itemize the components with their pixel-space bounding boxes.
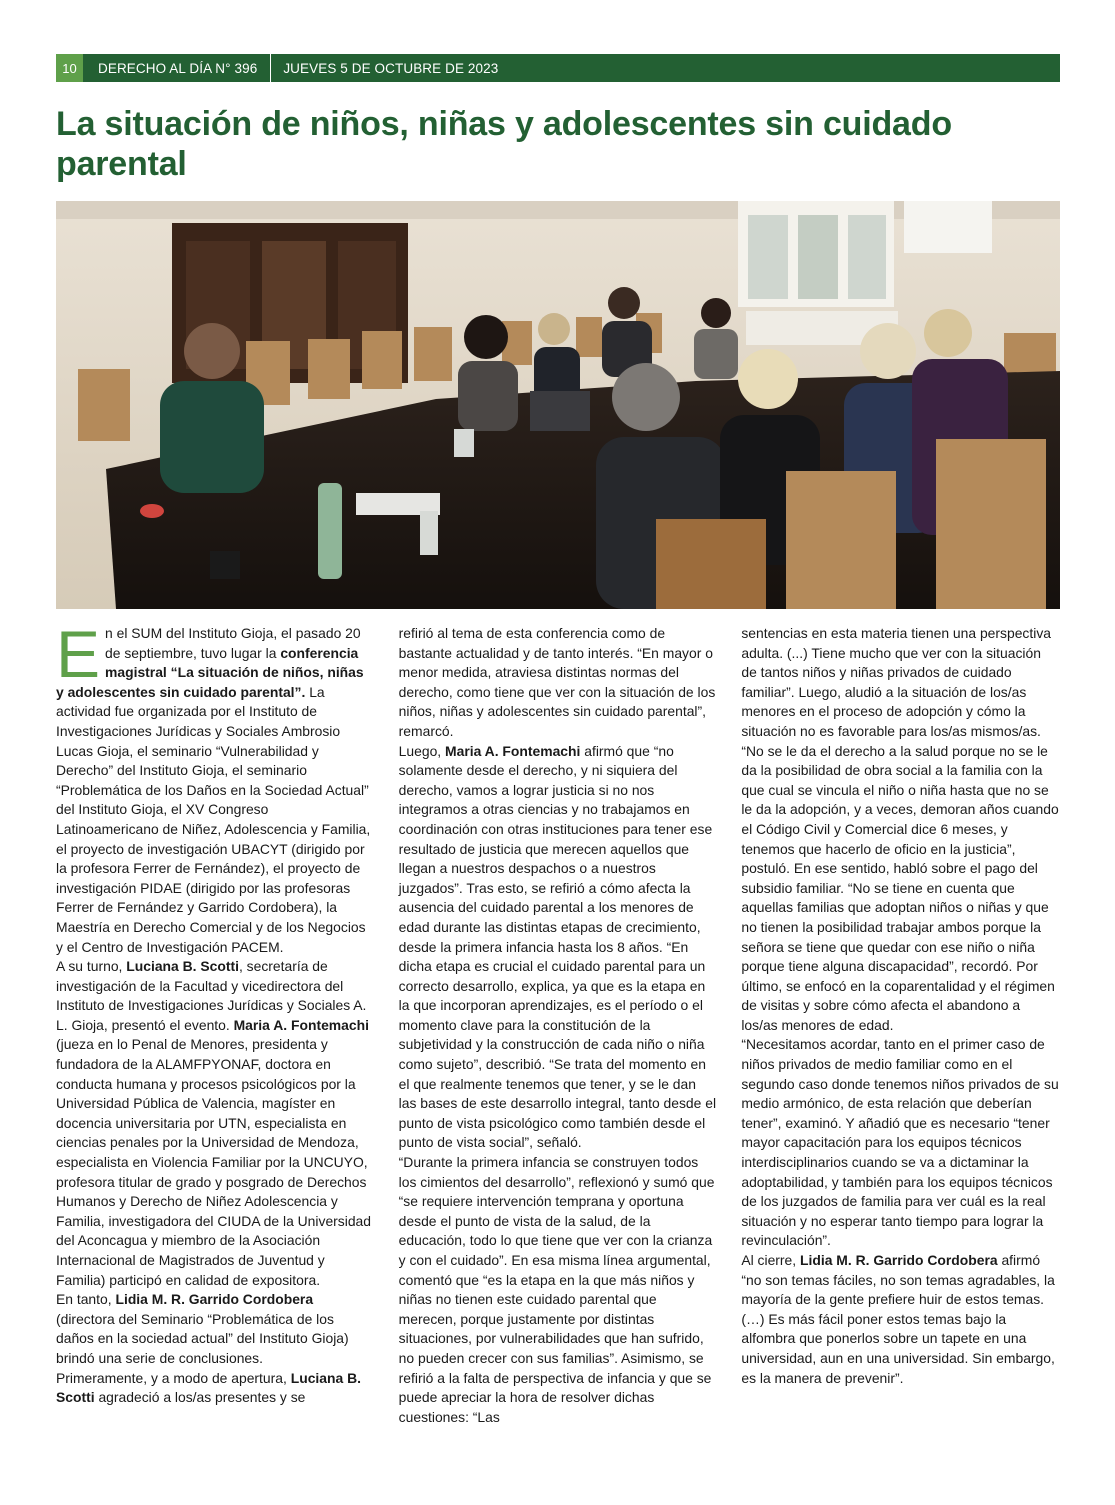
paragraph <box>56 1290 375 1368</box>
text-run: , secretaría de investigación de la Facultad y vicedirectora del Instituto de Investigaciones Jurídicas y Sociales A. L. Gioja, presentó el evento. <box>56 958 367 1033</box>
text-run: (jueza en lo Penal de Menores, presidenta y fundadora de la ALAMFPYONAF, doctora en conducta humana y procesos psicológicos por la Universidad Pública de Valencia, magíster en docencia universitaria por UTN, especialista en ciencias penales por la Universidad de Mendoza, especialista en Violencia Familiar por la UNCUYO, profesora titular de grado y posgrado de Derechos Humanos y Derecho de Niñez Adolescencia y Familia, investigadora del CIUDA de la Universidad del Aconcagua y miembro de la Asociación Internacional de Magistrados de Juventud y Familia) participó en calidad de expositora. <box>56 1036 372 1288</box>
paragraph <box>741 624 1060 1035</box>
bold-text: Maria A. Fontemachi <box>233 1016 369 1033</box>
paragraph <box>56 1369 375 1408</box>
text-run: (directora del Seminario “Problemática de los daños en la sociedad actual” del Instituto Gioja) brindó una serie de conclusiones. <box>56 1310 349 1366</box>
text-column-1 <box>56 617 375 1460</box>
text-run: “Durante la primera infancia se construyen todos los cimientos del desarrollo”, reflexionó y sumó que “se requiere intervención temprana y oportuna desde el punto de vista de la salud, de la educación, todo lo que tiene que ver con la crianza y con el cuidado”. En esa misma línea argumental, comentó que “es la etapa en la que más niños y niñas no tienen este cuidado parental que merecen, porque justamente por distintas situaciones, por vulnerabilidades que han sufrido, no pueden crecer con sus familias”. Asimismo, se refirió a la falta de perspectiva de infancia y que se puede apreciar la hora de resolver dichas cuestiones: “Las <box>398 1154 715 1425</box>
text-column-3 <box>741 624 1060 1460</box>
text-run: Al cierre, <box>741 1252 801 1268</box>
text-run: Primeramente, y a modo de apertura, <box>56 1369 291 1386</box>
text-run: afirmó “no son temas fáciles, no son temas agradables, la mayoría de la gente prefiere huir de estos temas. (…) Es más fácil poner estos temas bajo la alfombra que ponerlos sobre un tapete en una universidad, aun en una universidad. Sin embargo, es la manera de prevenir”. <box>741 1252 1055 1386</box>
issue-date: JUEVES 5 DE OCTUBRE DE 2023 <box>283 60 499 76</box>
meeting-room-photo <box>56 201 1060 609</box>
paragraph <box>741 1035 1060 1251</box>
bold-text: Maria A. Fontemachi <box>445 742 581 759</box>
page-number: 10 <box>56 54 83 82</box>
bold-text: Luciana B. Scotti <box>56 1369 361 1406</box>
text-run: n el SUM del Instituto Gioja, el pasado 20 de septiembre, tuvo lugar la <box>105 625 361 661</box>
paragraph <box>56 617 375 957</box>
text-run: La actividad fue organizada por el Instituto de Investigaciones Jurídicas y Sociales Ambrosio Lucas Gioja, el seminario “Vulnerabilidad y Derecho” del Instituto Gioja, el seminario “Problemática de los Daños en la Sociedad Actual” del Instituto Gioja, el XV Congreso Latinoamericano de Niñez, Adolescencia y Familia, el proyecto de investigación UBACYT (dirigido por la profesora Ferrer de Fernández), el proyecto de investigación PIDAE (dirigido por las profesoras Ferrer de Fernández y Garrido Cordobera), la Maestría en Derecho Comercial y de los Negocios y el Centro de Investigación PACEM. <box>56 683 371 955</box>
text-run: sentencias en esta materia tienen una perspectiva adulta. (...) Tiene mucho que ver con la situación de tantos niños y niñas privados de cuidado familiar”. Luego, aludió a la situación de los/as menores en el proceso de adopción y cómo la situación no es favorable para los/as mismos/as. “No se le da el derecho a la salud porque no se le da la posibilidad de obra social a la familia con la que cual se vincula el niño o niña hasta que no se le da la adopción, y a veces, demoran años cuando el Código Civil y Comercial dice 6 meses, y tenemos que hacerlo de oficio en la justicia”, postuló. En ese sentido, habló sobre el pago del subsidio familiar. “No se tiene en cuenta que aquellas familias que adoptan niños o niñas y que no tienen la posibilidad trabajar ambos porque la señora se tiene que quedar con ese niño o niña porque tiene alguna discapacidad”, recordó. Por último, se enfocó en la coparentalidad y el régimen de visitas y sobre cómo afecta el abandono a los/as menores de edad. <box>741 625 1059 1033</box>
text-run: refirió al tema de esta conferencia como de bastante actualidad y de tanto interés. “En mayor o menor medida, atraviesa distintas normas del derecho, como tiene que ver con la situación de los niños, niñas y adolescentes sin cuidado parental”, remarcó. <box>398 625 716 739</box>
paragraph <box>56 957 375 1290</box>
bold-text: Lidia M. R. Garrido Cordobera <box>115 1291 314 1308</box>
text-run: En tanto, <box>56 1291 116 1308</box>
article-body <box>56 617 1060 1460</box>
publication-name: DERECHO AL DÍA N° 396 <box>83 54 271 82</box>
text-run: “Necesitamos acordar, tanto en el primer caso de niños privados de medio familiar como en el segundo caso donde tenemos niños privados de su medio armónico, de esta relación que deberían tener”, examinó. Y añadió que es necesario “tener mayor capacitación para los equipos técnicos interdisciplinarios cuando se va a dictaminar la adoptabilidad, y también para los equipos técnicos de los juzgados de familia para ver cuál es la real situación y no esperar tanto tiempo para lograr la revinculación”. <box>741 1036 1059 1249</box>
bold-text: Luciana B. Scotti <box>126 958 239 975</box>
article-title: La situación de niños, niñas y adolescentes sin cuidado parental <box>56 105 952 183</box>
paragraph <box>399 742 718 1153</box>
drop-cap: E <box>56 617 101 691</box>
bold-text: conferencia magistral “La situación de niños, niñas y adolescentes sin cuidado parental”. <box>56 644 364 700</box>
bold-text: Lidia M. R. Garrido Cordobera <box>800 1252 998 1268</box>
paragraph <box>399 624 718 742</box>
text-run: afirmó que “no solamente desde el derecho, y ni siquiera del derecho, vamos a lograr justicia si no nos integramos a otras ciencias y no trabajamos en coordinación con otras instituciones para tener ese resultado de justicia que merecen aquellos que llegan a nuestros despachos o a nuestros juzgados”. Tras esto, se refirió a cómo afecta la ausencia del cuidado parental a los menores de edad durante las distintas etapas de crecimiento, desde la primera infancia hasta los 8 años. “En dicha etapa es crucial el cuidado parental para un correcto desarrollo, explica, ya que es la etapa en la que incorporan aprendizajes, es el período o el momento clave para la constitución de la subjetividad y la construcción de cada niño o niña como sujeto”, describió. “Se trata del momento en el que realmente tenemos que tener, y se le dan las bases de este desarrollo integral, tanto desde el punto de vista psicológico como también desde el punto de vista social”, señaló. <box>398 742 717 1151</box>
text-run: A su turno, <box>56 958 127 975</box>
text-run: Luego, <box>398 742 446 759</box>
text-run: agradeció a los/as presentes y se <box>94 1389 306 1406</box>
paragraph <box>741 1251 1060 1388</box>
page-header <box>56 54 1060 82</box>
paragraph <box>399 1153 718 1427</box>
text-column-2 <box>399 624 718 1460</box>
